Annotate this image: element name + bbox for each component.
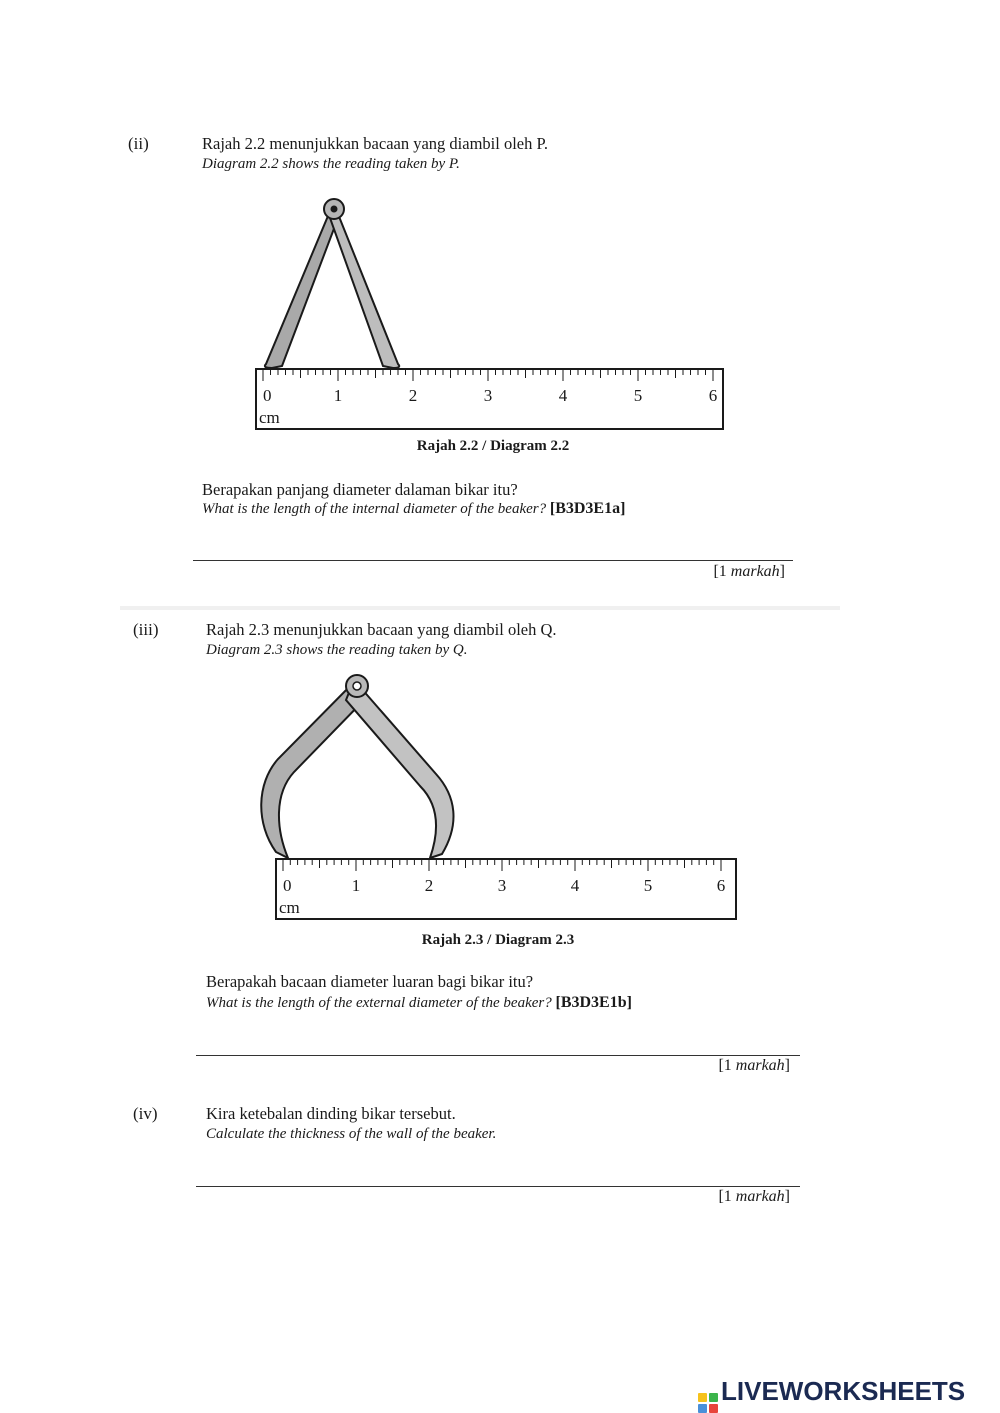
ruler-label: 1 [333, 386, 343, 405]
ruler-label: 5 [633, 386, 643, 405]
q3-text-ms: Rajah 2.3 menunjukkan bacaan yang diambil oleh Q. [206, 620, 557, 639]
diagram-2-2 [250, 192, 730, 432]
q3-text-en: Diagram 2.3 shows the reading taken by Q. [206, 642, 468, 658]
q2-code: [B3D3E1a] [549, 500, 626, 517]
ruler-unit-label: cm [259, 408, 280, 427]
ruler-label: 3 [483, 386, 493, 405]
ruler-label: 2 [424, 876, 434, 895]
marks-ii: [1 markah] [713, 563, 785, 580]
diagram-2-3 [250, 664, 745, 924]
ruler-label: 1 [351, 876, 361, 895]
question-number-ii: (ii) [128, 134, 149, 153]
ruler-label: 4 [570, 876, 580, 895]
q2-question-ms: Berapakan panjang diameter dalaman bikar itu? [202, 480, 518, 499]
q2-question-en [202, 500, 625, 518]
q2-text-en: Diagram 2.2 shows the reading taken by P. [202, 156, 460, 172]
ruler-label: 5 [643, 876, 653, 895]
ruler-label: 6 [716, 876, 726, 895]
ruler-label: 0 [263, 386, 272, 405]
marks-iv: [1 markah] [718, 1188, 790, 1205]
logo-grid-icon [698, 1393, 718, 1413]
q3-question-ms: Berapakah bacaan diameter luaran bagi bikar itu? [206, 972, 534, 991]
inside-calipers [265, 199, 399, 368]
caption-diagram-2-3: Rajah 2.3 / Diagram 2.3 [421, 932, 575, 948]
page-divider [120, 606, 840, 610]
caption-diagram-2-2: Rajah 2.2 / Diagram 2.2 [416, 438, 570, 454]
outside-calipers [261, 675, 453, 858]
q3-question-en-text: What is the length of the external diameter of the beaker? [206, 995, 552, 1011]
q4-text-ms: Kira ketebalan dinding bikar tersebut. [206, 1104, 456, 1123]
q2-question-en-text: What is the length of the internal diameter of the beaker? [202, 501, 547, 517]
q3-code: [B3D3E1b] [555, 994, 632, 1011]
question-number-iii: (iii) [133, 620, 159, 639]
liveworksheets-logo [698, 1376, 965, 1413]
ruler-unit-label: cm [279, 898, 300, 917]
q3-question-en [206, 994, 632, 1012]
ruler [276, 859, 736, 919]
ruler-label: 3 [497, 876, 507, 895]
q2-text-ms: Rajah 2.2 menunjukkan bacaan yang diambil oleh P. [202, 134, 548, 153]
ruler-label: 6 [708, 386, 718, 405]
question-number-iv: (iv) [133, 1104, 158, 1123]
ruler-label: 0 [283, 876, 292, 895]
answer-line-iv[interactable] [196, 1186, 800, 1187]
marks-iii: [1 markah] [718, 1057, 790, 1074]
ruler-label: 2 [408, 386, 418, 405]
brand-text: LIVEWORKSHEETS [721, 1376, 966, 1406]
ruler [256, 369, 723, 429]
answer-line-ii[interactable] [193, 560, 793, 561]
q4-text-en: Calculate the thickness of the wall of the beaker. [206, 1126, 497, 1142]
answer-line-iii[interactable] [196, 1055, 800, 1056]
ruler-label: 4 [558, 386, 568, 405]
